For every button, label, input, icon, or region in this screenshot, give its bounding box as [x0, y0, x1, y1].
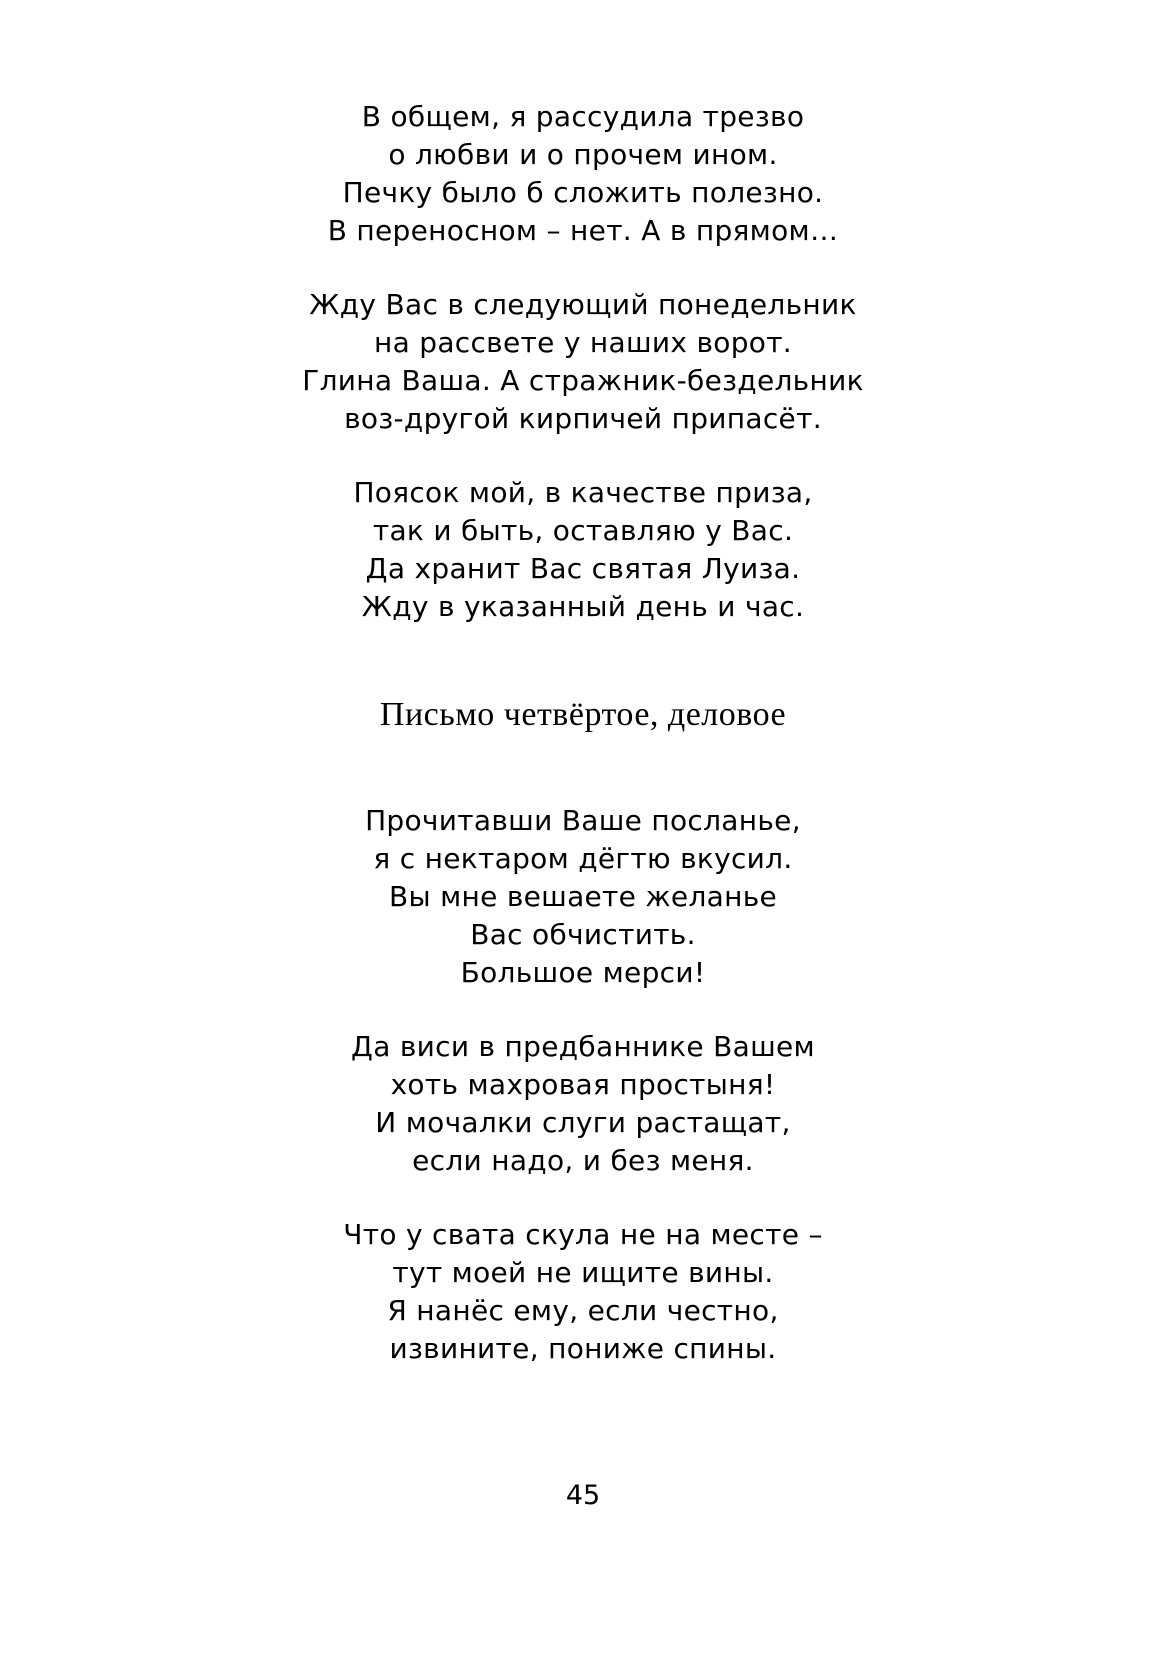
poem-line: хоть махровая простыня! — [390, 1068, 776, 1101]
poem-line: воз-другой кирпичей припасёт. — [344, 402, 822, 435]
poem-line: Поясок мой, в качестве приза, — [353, 476, 813, 509]
poem-line: Вы мне вешаете желанье — [388, 880, 778, 913]
poem-line: Да виси в предбаннике Вашем — [351, 1030, 815, 1063]
poem-line: на рассвете у наших ворот. — [373, 326, 793, 359]
poem-line: Я нанёс ему, если честно, — [387, 1294, 779, 1327]
poem-line: Что у свата скула не на месте – — [343, 1218, 823, 1251]
poem-line: Глина Ваша. А стражник-бездельник — [302, 364, 864, 397]
poem-line: В общем, я рассудила трезво — [361, 100, 805, 133]
stanza — [0, 1028, 1166, 1180]
poem-line: В переносном – нет. А в прямом… — [327, 214, 839, 247]
poem-line: тут моей не ищите вины. — [392, 1256, 774, 1289]
poem-line: Жду Вас в следующий понедельник — [309, 288, 857, 321]
stanza — [0, 474, 1166, 626]
poem-line: Жду в указанный день и час. — [361, 590, 805, 623]
poem-section-bottom — [0, 802, 1166, 1368]
poem-line: Печку было б сложить полезно. — [342, 176, 824, 209]
poem-line: извините, пониже спины. — [389, 1332, 777, 1365]
stanza — [0, 98, 1166, 250]
poem-line: Большое мерси! — [460, 956, 706, 989]
stanza — [0, 802, 1166, 992]
poem-line: Вас обчистить. — [470, 918, 696, 951]
poem-line: Прочитавши Ваше посланье, — [365, 804, 801, 837]
poem-line: И мочалки слуги растащат, — [375, 1106, 791, 1139]
poem-line: так и быть, оставляю у Вас. — [372, 514, 794, 547]
poem-line: о любви и о прочем ином. — [388, 138, 778, 171]
poem-section-top — [0, 98, 1166, 626]
stanza — [0, 1216, 1166, 1368]
page-footer — [0, 1478, 1166, 1514]
page-number: 45 — [565, 1480, 601, 1511]
poem-line: я с нектаром дёгтю вкусил. — [373, 842, 793, 875]
stanza — [0, 286, 1166, 438]
poem-line: Да хранит Вас святая Луиза. — [365, 552, 801, 585]
poem-heading: Письмо четвёртое, деловое — [379, 696, 787, 733]
poem-line: если надо, и без меня. — [412, 1144, 754, 1177]
